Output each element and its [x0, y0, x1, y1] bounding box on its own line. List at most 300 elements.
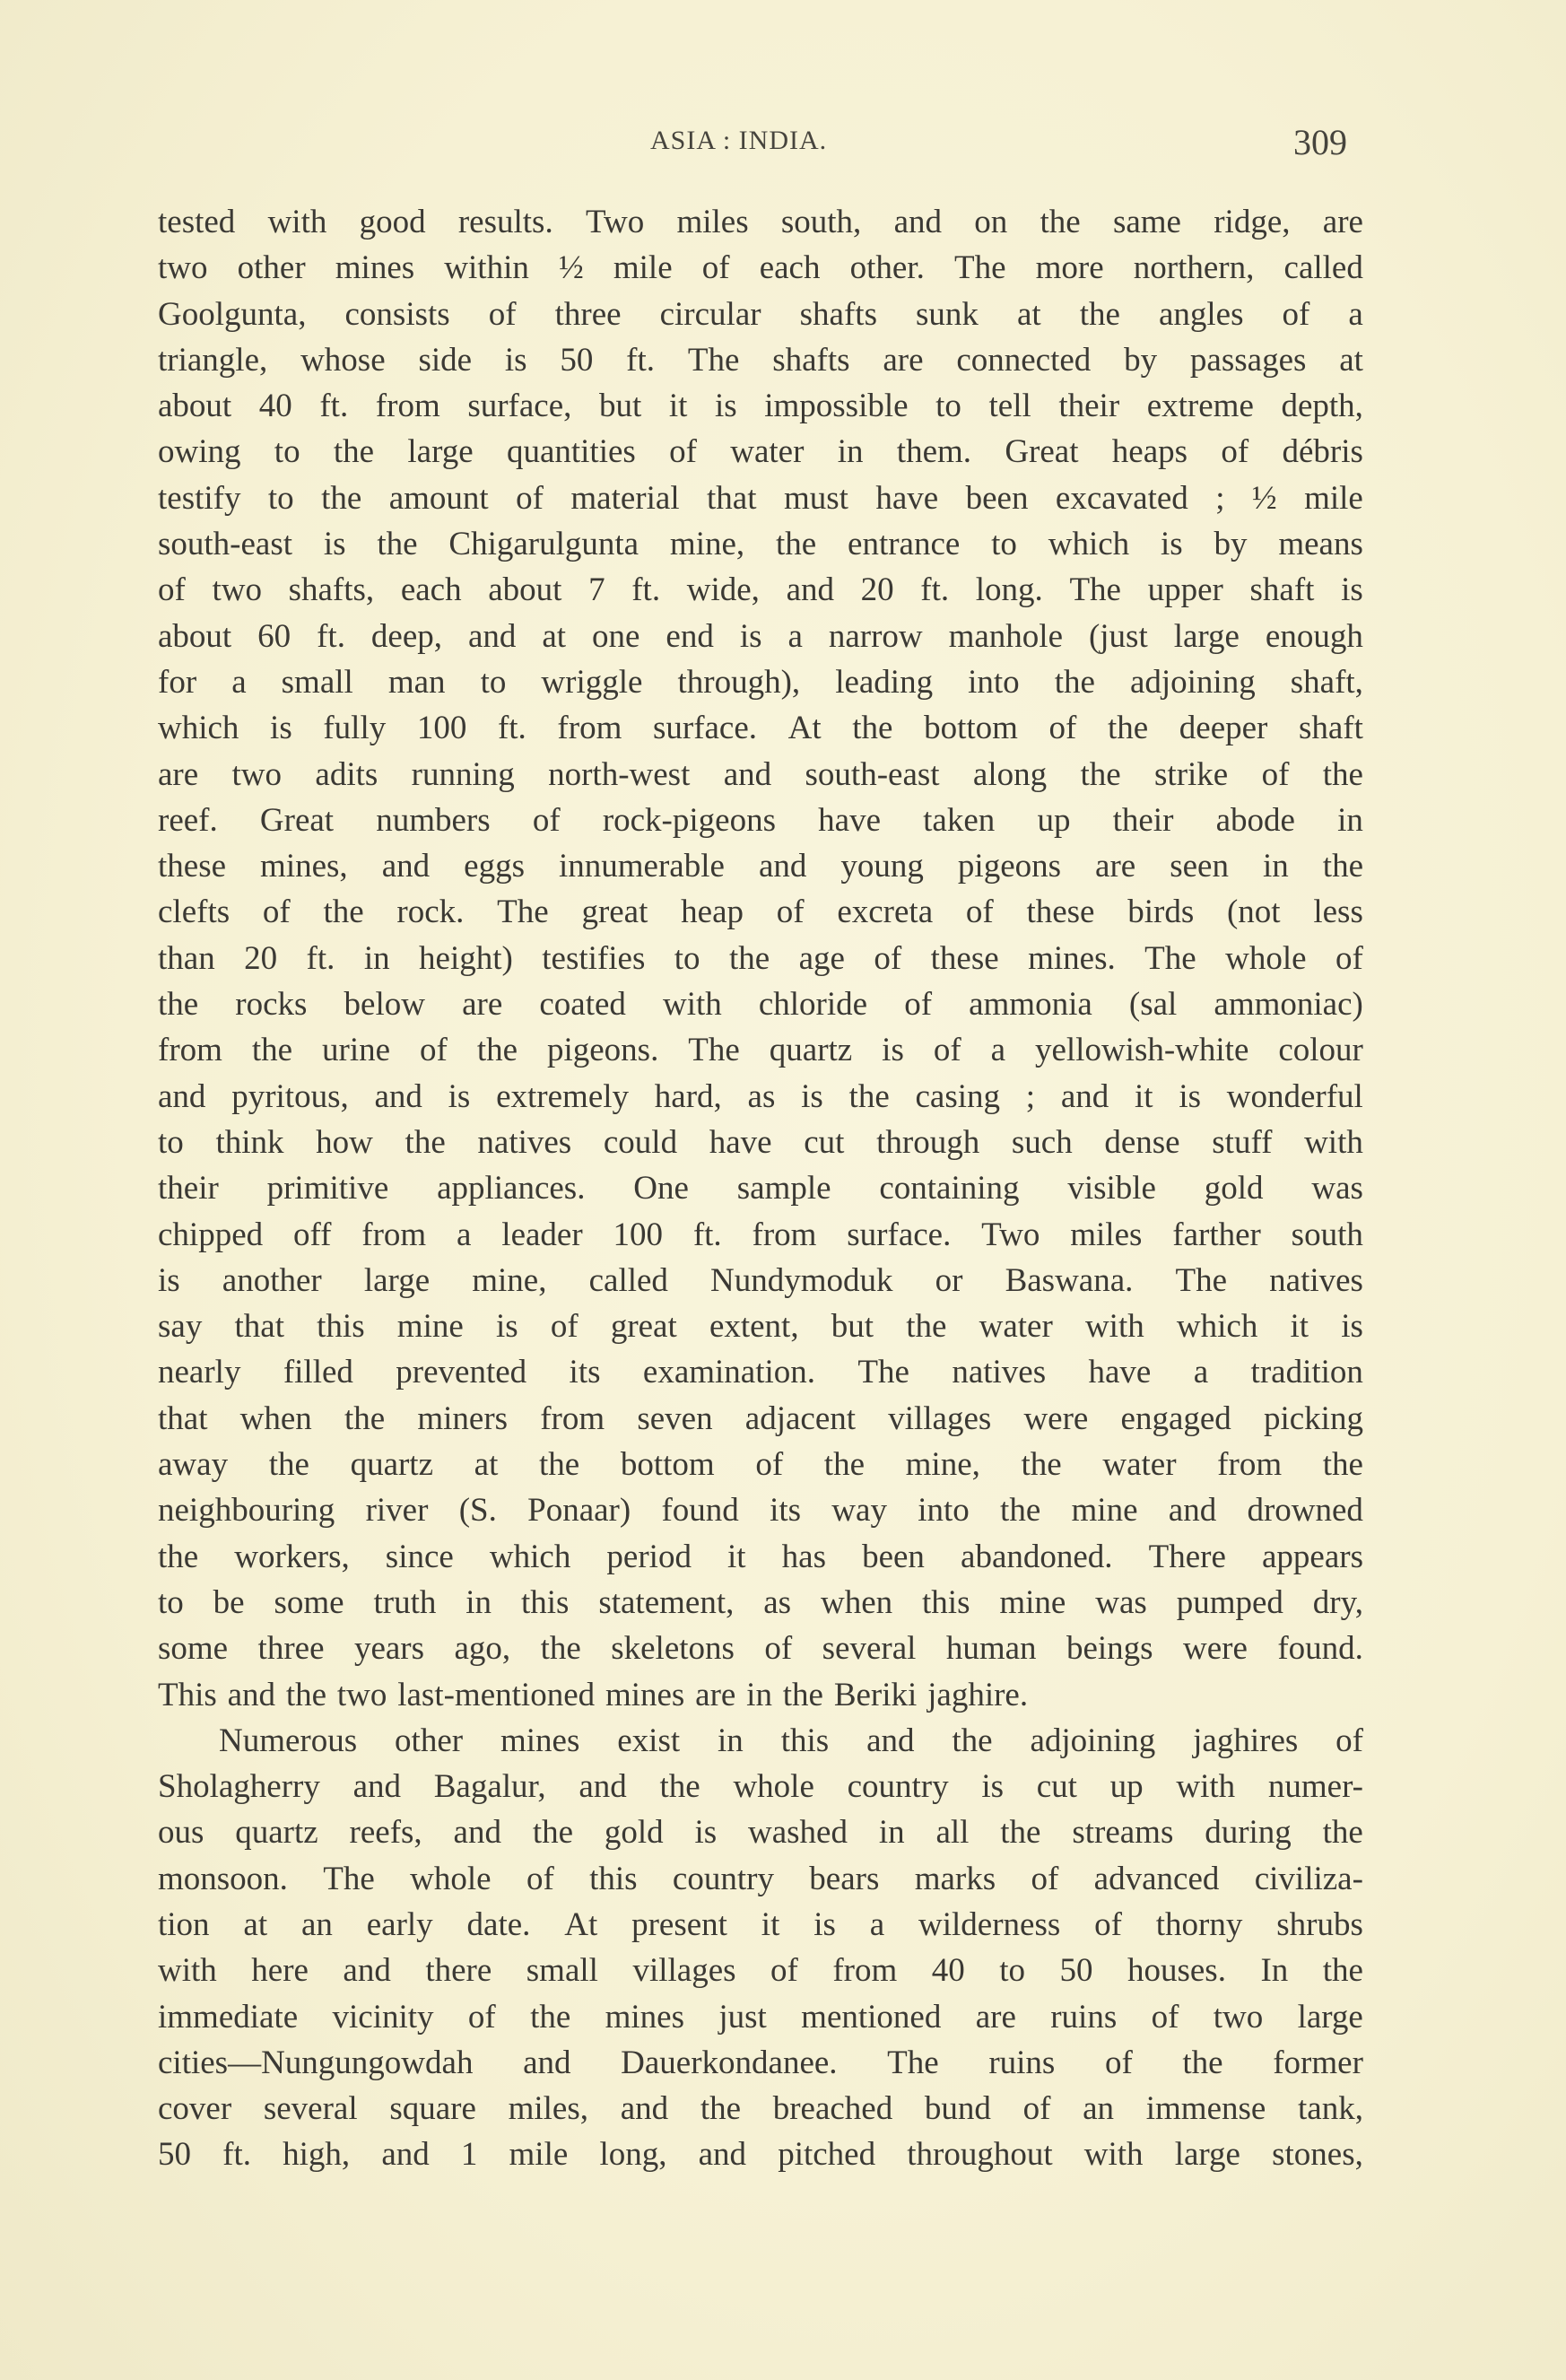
word: water: [1102, 1446, 1177, 1484]
text-line: [158, 1534, 1363, 1580]
word: Two: [981, 1216, 1040, 1253]
word: is: [504, 341, 527, 379]
word: and: [758, 848, 807, 885]
word: in: [363, 939, 390, 977]
word: Ponaar): [527, 1492, 631, 1530]
word: is: [813, 1905, 836, 1943]
word: with: [158, 1952, 217, 1990]
word: jaghire.: [927, 1676, 1029, 1713]
word: was: [1311, 1170, 1363, 1207]
word: is: [739, 617, 762, 655]
word: to: [274, 433, 300, 471]
word: of: [965, 894, 994, 931]
word: mines.: [1028, 939, 1116, 977]
word: of: [488, 295, 517, 333]
word: is: [1341, 1308, 1363, 1346]
text-line: [158, 2040, 1363, 2086]
word: beings: [1066, 1630, 1153, 1668]
word: of: [1335, 939, 1363, 977]
word: adjoining: [1129, 663, 1256, 701]
word: it: [1290, 1308, 1309, 1346]
word: The: [323, 1860, 375, 1897]
word: streams: [1072, 1814, 1174, 1852]
text-line: [158, 752, 1363, 798]
word: are: [883, 341, 924, 379]
word: examination.: [642, 1354, 816, 1391]
word: small: [281, 663, 353, 701]
text-line: [158, 567, 1363, 613]
word: from: [158, 1032, 222, 1069]
text-line: [158, 1212, 1363, 1258]
text-line: [158, 1165, 1363, 1211]
word: 40: [258, 388, 292, 425]
text-line: [158, 475, 1363, 521]
word: the: [158, 986, 199, 1024]
word: the: [1322, 848, 1363, 885]
text-line: [158, 337, 1363, 383]
word: large: [363, 1261, 431, 1299]
word: gold: [604, 1814, 664, 1852]
word: small: [526, 1952, 598, 1990]
word: hard,: [654, 1077, 722, 1115]
word: which: [1176, 1308, 1258, 1346]
word: pigeons.: [546, 1032, 659, 1069]
word: to: [480, 663, 507, 701]
word: such: [1011, 1123, 1073, 1161]
word: mine,: [905, 1446, 980, 1484]
word: cities—Nungungowdah: [158, 2044, 474, 2081]
word: square: [389, 2090, 476, 2128]
running-title: ASIA : INDIA.: [650, 126, 828, 155]
word: This: [158, 1676, 217, 1713]
text-line: [158, 1258, 1363, 1303]
word: about: [488, 571, 562, 609]
word: (just: [1088, 617, 1148, 655]
word: the: [1054, 663, 1095, 701]
word: shafts: [772, 341, 850, 379]
body-text: [158, 199, 1363, 2178]
word: rocks: [235, 986, 308, 1024]
word: is: [1161, 526, 1183, 563]
page-number: 309: [1293, 122, 1347, 162]
word: is: [694, 1814, 718, 1852]
word: the: [1322, 755, 1363, 793]
word: 50: [560, 341, 594, 379]
text-line: [158, 936, 1363, 981]
word: casing: [915, 1077, 1001, 1115]
word: the: [775, 526, 817, 563]
word: but: [598, 388, 642, 425]
word: a: [990, 1032, 1006, 1069]
word: from: [752, 1216, 817, 1253]
word: other: [237, 249, 306, 287]
word: manhole: [948, 617, 1063, 655]
word: the: [1107, 710, 1149, 747]
word: sample: [736, 1170, 831, 1207]
word: gold: [1204, 1170, 1264, 1207]
word: leading: [835, 663, 934, 701]
word: extremely: [496, 1077, 630, 1115]
word: northern,: [1133, 249, 1255, 287]
word: ruins: [1050, 1998, 1118, 2036]
word: 20: [244, 939, 278, 977]
word: strike: [1154, 755, 1229, 793]
word: the: [530, 1998, 571, 2036]
word: of: [1022, 2090, 1051, 2128]
word: ago,: [454, 1630, 511, 1668]
word: called: [1283, 249, 1363, 287]
word: the: [1000, 1814, 1041, 1852]
word: the: [848, 1077, 890, 1115]
word: quartz: [769, 1032, 853, 1069]
word: two: [158, 249, 208, 287]
text-line: [158, 1580, 1363, 1626]
word: urine: [322, 1032, 391, 1069]
word: villages: [888, 1399, 992, 1437]
word: villages: [632, 1952, 736, 1990]
word: excreta: [837, 894, 934, 931]
word: other: [395, 1722, 464, 1759]
word: colour: [1278, 1032, 1363, 1069]
word: washed: [748, 1814, 848, 1852]
word: from: [1217, 1446, 1283, 1484]
word: the: [1322, 1814, 1363, 1852]
word: is: [981, 1768, 1005, 1806]
word: for: [158, 663, 197, 701]
word: deeper: [1179, 710, 1268, 747]
word: testify: [158, 479, 241, 517]
word: the: [539, 1446, 580, 1484]
word: pitched: [778, 2136, 876, 2174]
word: of: [764, 1630, 793, 1668]
word: man: [387, 663, 446, 701]
word: its: [569, 1354, 601, 1391]
word: of: [1031, 1860, 1059, 1897]
word: off: [292, 1216, 332, 1253]
word: age: [798, 939, 845, 977]
word: been: [862, 1538, 925, 1575]
text-line: [158, 1120, 1363, 1165]
text-line: [158, 1487, 1363, 1533]
word: the: [1040, 204, 1081, 240]
word: ft.: [631, 571, 661, 609]
word: ft.: [497, 710, 526, 747]
word: excavated: [1055, 479, 1188, 517]
word: of: [776, 894, 805, 931]
word: when: [239, 1399, 312, 1437]
word: below: [344, 986, 425, 1024]
word: south-east: [158, 526, 293, 563]
word: of: [874, 939, 902, 977]
word: 50: [1059, 1952, 1093, 1990]
word: At: [564, 1905, 598, 1943]
word: or: [935, 1261, 963, 1299]
word: adjoining: [1030, 1722, 1156, 1759]
text-line: [158, 1672, 1363, 1718]
word: from: [375, 388, 440, 425]
word: ft.: [317, 617, 345, 655]
word: miners: [417, 1399, 509, 1437]
word: some: [158, 1630, 229, 1668]
word: whole: [1225, 939, 1307, 977]
word: in: [465, 1583, 492, 1621]
word: way: [831, 1492, 887, 1530]
word: mines: [335, 249, 415, 287]
word: end: [666, 617, 714, 655]
word: prevented: [396, 1354, 527, 1391]
word: primitive: [266, 1170, 389, 1207]
word: through: [876, 1123, 980, 1161]
word: of: [467, 1998, 496, 2036]
word: are: [695, 1676, 736, 1713]
word: bund: [924, 2090, 991, 2128]
word: shafts,: [288, 571, 375, 609]
word: wilderness: [918, 1905, 1061, 1943]
word: 60: [257, 617, 291, 655]
word: and: [158, 1077, 206, 1115]
word: seven: [637, 1399, 713, 1437]
word: just: [718, 1998, 767, 2036]
word: dense: [1104, 1123, 1180, 1161]
word: and: [866, 1722, 915, 1759]
word: young: [840, 848, 924, 885]
word: to: [935, 388, 961, 425]
word: human: [945, 1630, 1037, 1668]
word: 40: [931, 1952, 965, 1990]
word: have: [1088, 1354, 1152, 1391]
word: several: [822, 1630, 917, 1668]
word: picking: [1263, 1399, 1363, 1437]
word: mine,: [472, 1261, 547, 1299]
word: at: [1339, 341, 1363, 379]
word: and: [723, 755, 772, 793]
word: the: [540, 1630, 581, 1668]
word: of: [1104, 2044, 1133, 2081]
word: ;: [1025, 1077, 1036, 1115]
word: throughout: [907, 2136, 1053, 2174]
word: mines: [605, 1676, 685, 1713]
word: débris: [1282, 433, 1363, 471]
word: its: [770, 1492, 802, 1530]
word: two: [231, 755, 283, 793]
word: all: [935, 1814, 970, 1852]
word: rock.: [396, 894, 465, 931]
word: surface.: [652, 710, 758, 747]
word: means: [1278, 526, 1363, 563]
word: marks: [914, 1860, 996, 1897]
word: cover: [158, 2090, 232, 2128]
word: than: [158, 939, 215, 977]
text-line: [158, 1303, 1363, 1349]
word: each: [400, 571, 462, 609]
word: this: [922, 1583, 970, 1621]
word: heaps: [1111, 433, 1188, 471]
word: two: [1213, 1998, 1264, 2036]
text-line: [158, 981, 1363, 1027]
word: (sal: [1128, 986, 1178, 1024]
word: the: [852, 710, 893, 747]
text-line: [158, 199, 1363, 245]
text-line: [158, 245, 1363, 291]
word: are: [158, 755, 199, 793]
word: The: [857, 1354, 909, 1391]
word: sunk: [916, 295, 979, 333]
text-line: [158, 2132, 1363, 2177]
word: which: [1048, 526, 1130, 563]
word: is: [882, 1032, 904, 1069]
word: were: [1183, 1630, 1248, 1668]
word: these: [930, 939, 999, 977]
word: on: [974, 204, 1008, 240]
word: the: [1079, 295, 1120, 333]
text-line: [158, 1718, 1363, 1764]
word: from: [832, 1952, 898, 1990]
word: adits: [315, 755, 378, 793]
word: that: [234, 1308, 284, 1346]
text-line: [158, 843, 1363, 889]
word: are: [1322, 204, 1363, 240]
word: north-west: [548, 755, 691, 793]
word: whole: [410, 1860, 492, 1897]
word: great: [581, 894, 648, 931]
word: Numerous: [219, 1722, 358, 1759]
word: mentioned: [801, 1998, 942, 2036]
word: is: [323, 526, 346, 563]
word: Nundymoduk: [710, 1261, 893, 1299]
word: 7: [588, 571, 605, 609]
word: the: [1322, 1952, 1363, 1990]
word: large: [407, 433, 474, 471]
word: one: [592, 617, 640, 655]
text-line: [158, 1442, 1363, 1487]
word: of: [262, 894, 291, 931]
word: ½: [1251, 479, 1277, 517]
word: a: [869, 1905, 885, 1943]
word: depth,: [1281, 388, 1363, 425]
word: natives: [477, 1123, 572, 1161]
word: the: [1182, 2044, 1223, 2081]
word: entrance: [848, 526, 961, 563]
word: are: [462, 986, 503, 1024]
word: jaghires: [1193, 1722, 1299, 1759]
text-line: [158, 292, 1363, 337]
word: bears: [809, 1860, 880, 1897]
word: visible: [1067, 1170, 1156, 1207]
word: Chigarulgunta: [448, 526, 639, 563]
word: fully: [323, 710, 387, 747]
word: mines: [605, 1998, 685, 2036]
text-line: [158, 798, 1363, 843]
word: neighbouring: [158, 1492, 335, 1530]
text-line: [158, 521, 1363, 567]
word: At: [787, 710, 822, 747]
word: has: [781, 1538, 826, 1575]
word: is: [270, 710, 292, 747]
word: amount: [388, 479, 489, 517]
word: shaft,: [1290, 663, 1363, 701]
word: which: [489, 1538, 571, 1575]
word: called: [588, 1261, 668, 1299]
word: the: [405, 1123, 446, 1161]
word: filled: [283, 1354, 353, 1391]
text-line: [158, 1027, 1363, 1073]
word: pyritous,: [231, 1077, 349, 1115]
word: The: [953, 249, 1006, 287]
word: must: [783, 479, 848, 517]
word: date.: [466, 1905, 531, 1943]
word: about: [158, 617, 232, 655]
word: monsoon.: [158, 1860, 288, 1897]
word: Dauerkondanee.: [621, 2044, 838, 2081]
word: is: [495, 1308, 518, 1346]
word: in: [1337, 801, 1363, 839]
word: miles,: [508, 2090, 589, 2128]
word: two: [336, 1676, 387, 1713]
word: narrow: [828, 617, 923, 655]
word: this: [780, 1722, 830, 1759]
word: angles: [1158, 295, 1244, 333]
word: about: [158, 388, 232, 425]
word: are: [975, 1998, 1016, 2036]
word: Beriki: [833, 1676, 918, 1713]
word: south,: [780, 204, 862, 240]
word: along: [972, 755, 1048, 793]
word: extreme: [1146, 388, 1254, 425]
word: a: [1348, 295, 1363, 333]
word: the: [659, 1768, 700, 1806]
word: the: [952, 1722, 993, 1759]
word: the: [321, 479, 362, 517]
word: The: [497, 894, 549, 931]
word: mile: [613, 249, 673, 287]
word: but: [831, 1308, 874, 1346]
word: to: [999, 1952, 1026, 1990]
word: through),: [677, 663, 801, 701]
word: is: [801, 1077, 823, 1115]
word: and: [374, 1077, 422, 1115]
word: pumped: [1176, 1583, 1283, 1621]
word: by: [1214, 526, 1248, 563]
word: of: [1335, 1722, 1363, 1759]
word: could: [603, 1123, 678, 1161]
word: each: [759, 249, 821, 287]
word: early: [366, 1905, 433, 1943]
word: an: [300, 1905, 333, 1943]
word: and: [893, 204, 942, 240]
word: (S.: [458, 1492, 497, 1530]
word: coated: [539, 986, 626, 1024]
word: three: [257, 1630, 325, 1668]
word: results.: [457, 204, 553, 240]
word: enough: [1265, 617, 1363, 655]
text-line: [158, 383, 1363, 429]
word: extent,: [709, 1308, 799, 1346]
word: of: [550, 1308, 579, 1346]
word: numbers: [376, 801, 491, 839]
word: ft.: [692, 1216, 722, 1253]
word: and: [381, 2136, 430, 2174]
word: mine,: [669, 526, 745, 563]
word: eggs: [464, 848, 525, 885]
word: appliances.: [437, 1170, 586, 1207]
word: in: [746, 1676, 772, 1713]
word: adjacent: [744, 1399, 857, 1437]
word: farther: [1172, 1216, 1261, 1253]
word: the: [700, 2090, 742, 2128]
word: One: [633, 1170, 689, 1207]
word: when: [820, 1583, 893, 1621]
word: at: [542, 617, 567, 655]
